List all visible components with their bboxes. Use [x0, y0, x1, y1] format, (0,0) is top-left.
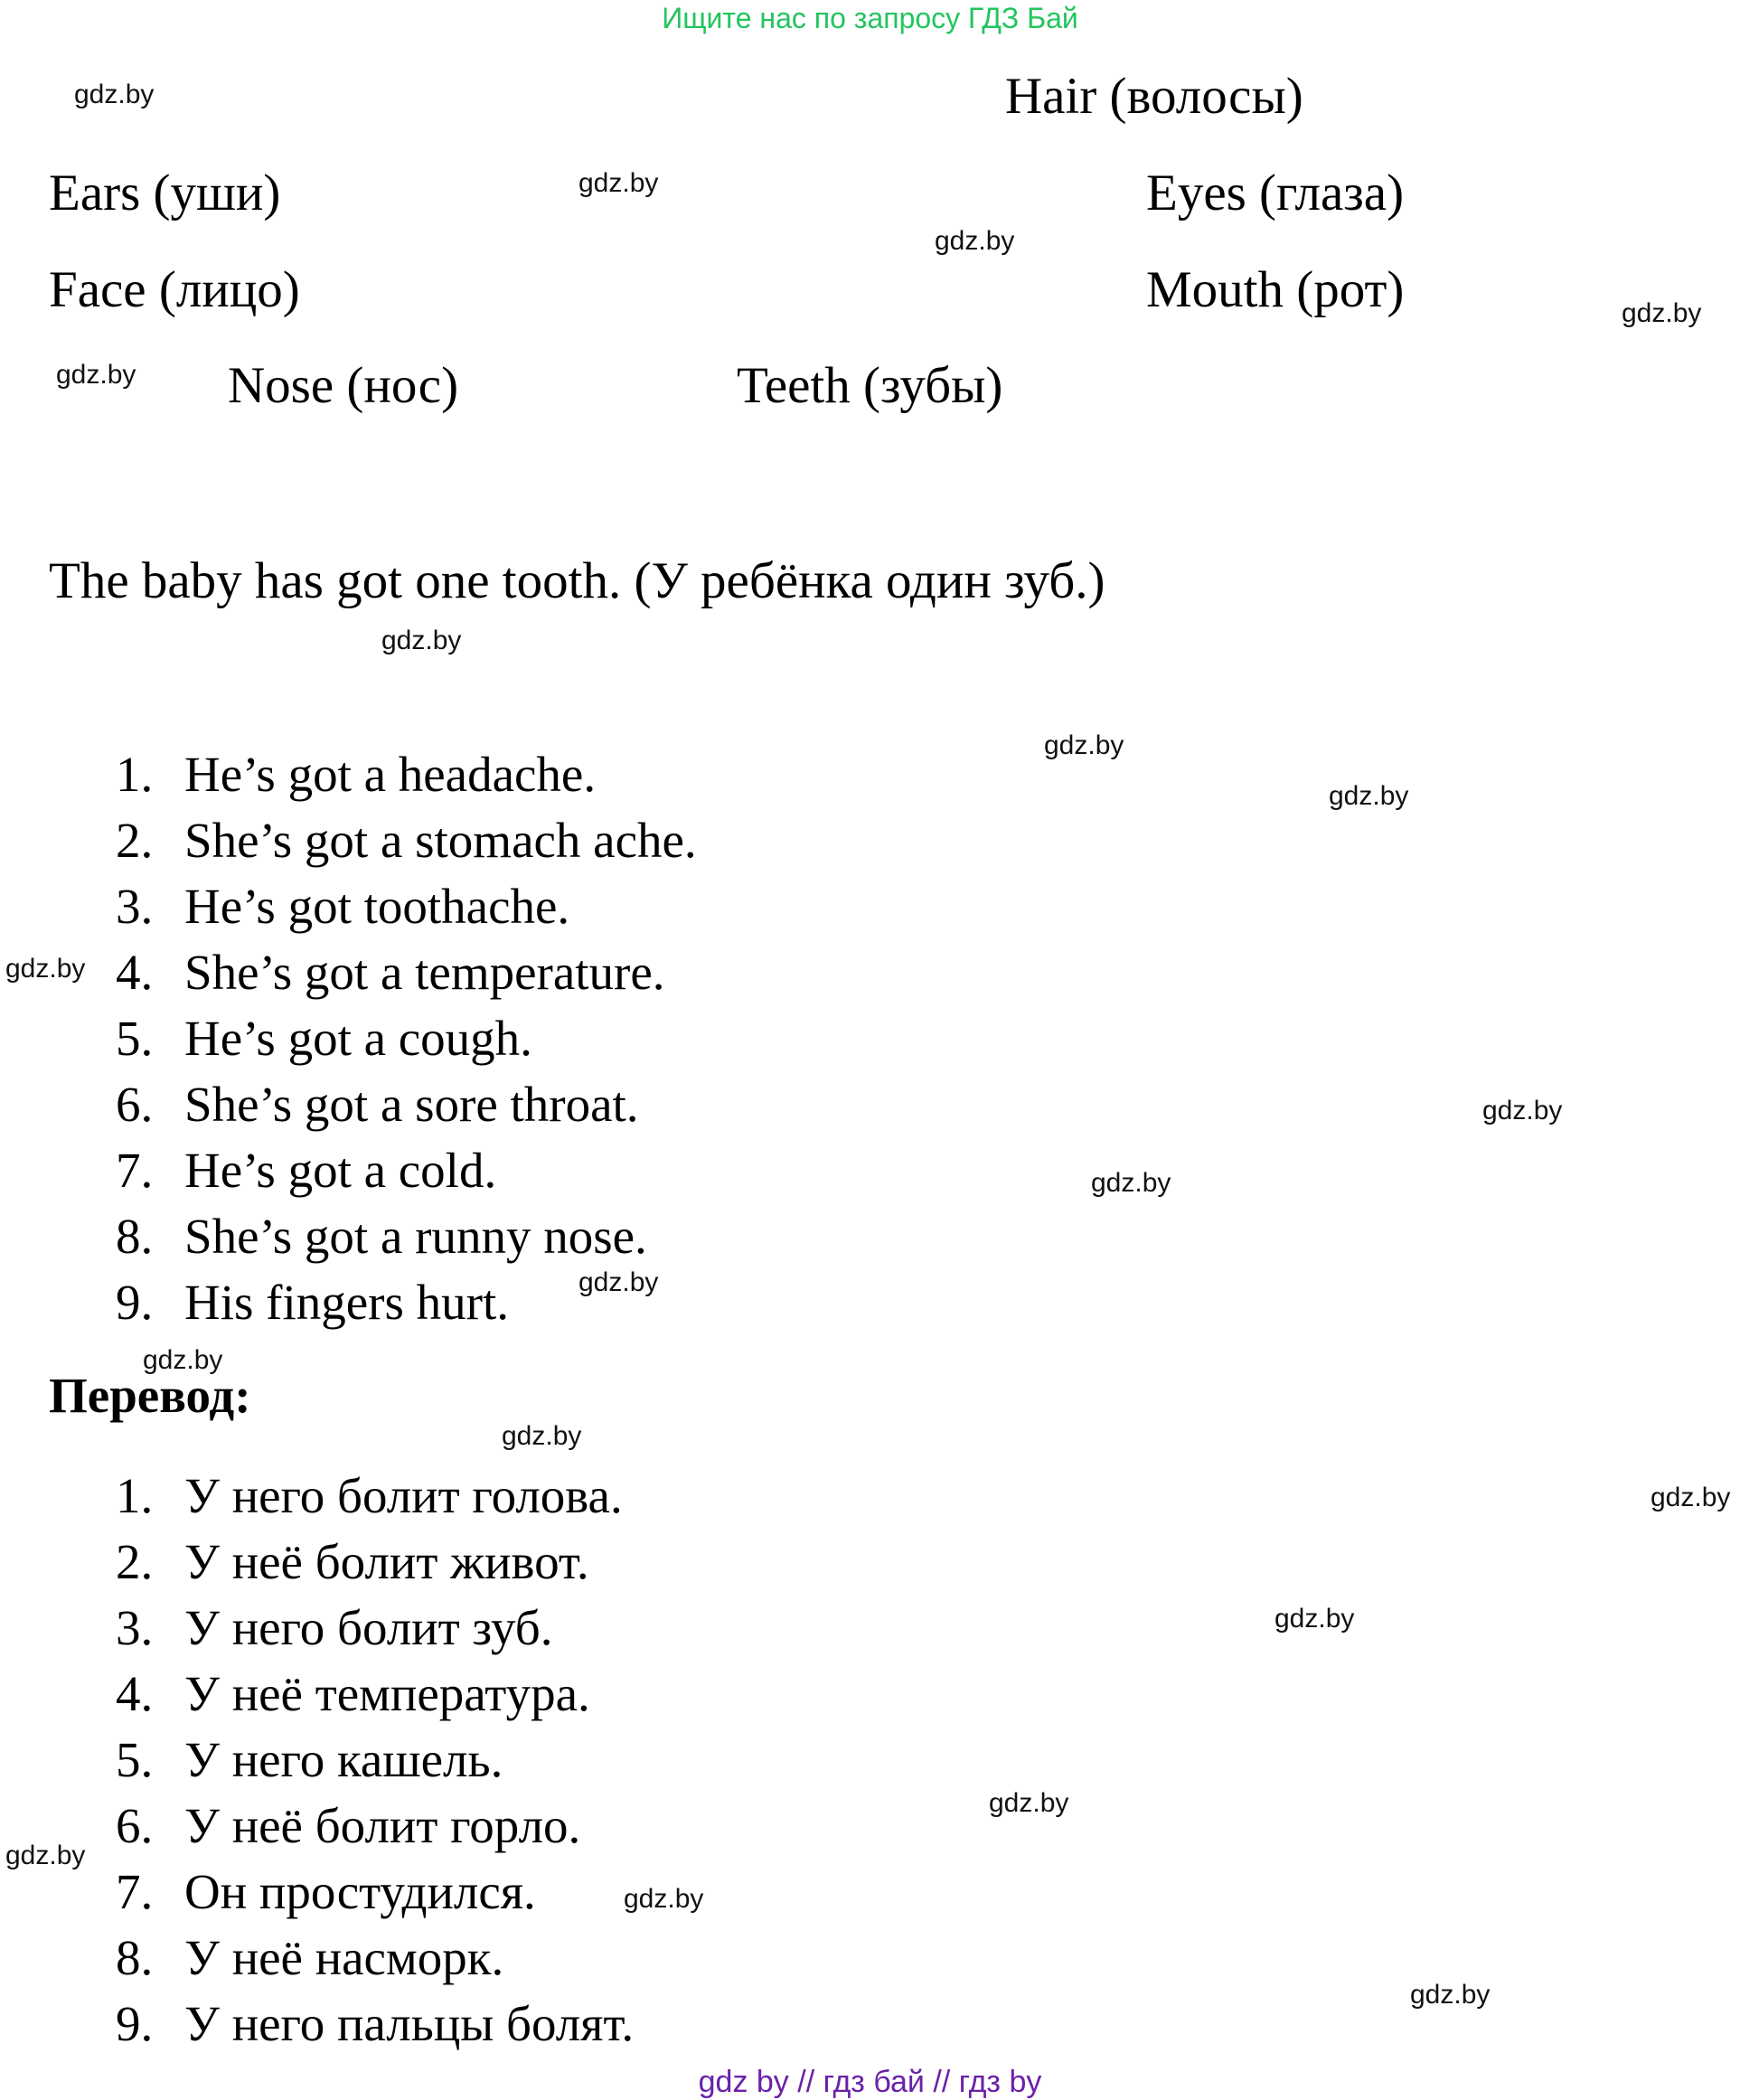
- item-text: У неё болит живот.: [184, 1534, 589, 1589]
- watermark: gdz.by: [1410, 1980, 1491, 2010]
- word-eyes: Eyes (глаза): [1146, 165, 1405, 221]
- watermark: gdz.by: [74, 80, 155, 109]
- item-number: 7.: [116, 1143, 154, 1198]
- watermark: gdz.by: [624, 1884, 704, 1914]
- watermark: gdz.by: [1044, 730, 1124, 760]
- item-text: She’s got a runny nose.: [184, 1209, 647, 1264]
- watermark: gdz.by: [989, 1788, 1069, 1818]
- watermark: gdz.by: [502, 1421, 582, 1451]
- item-number: 8.: [116, 1930, 154, 1985]
- item-text: У неё насморк.: [184, 1930, 504, 1985]
- item-text: He’s got a cough.: [184, 1011, 532, 1066]
- item-number: 9.: [116, 1996, 154, 2051]
- watermark: gdz.by: [1091, 1168, 1171, 1198]
- item-number: 7.: [116, 1864, 154, 1919]
- word-hair: Hair (волосы): [1005, 68, 1303, 125]
- item-number: 5.: [116, 1732, 154, 1787]
- list-item: [116, 1727, 634, 1793]
- list-item: [116, 1925, 634, 1991]
- item-number: 5.: [116, 1011, 154, 1066]
- list-item: [116, 873, 697, 939]
- watermark: gdz.by: [5, 1841, 86, 1870]
- watermark: gdz.by: [1274, 1604, 1355, 1634]
- translation-list: [116, 1463, 634, 2057]
- watermark: gdz.by: [1622, 298, 1702, 328]
- word-teeth: Teeth (зубы): [737, 357, 1003, 414]
- item-text: У него болит голова.: [184, 1468, 623, 1523]
- item-text: He’s got a headache.: [184, 747, 597, 802]
- item-text: У него пальцы болят.: [184, 1996, 635, 2051]
- item-number: 6.: [116, 1798, 154, 1853]
- list-item: [116, 1529, 634, 1595]
- item-text: Он простудился.: [184, 1864, 536, 1919]
- english-answer-list: [116, 741, 697, 1335]
- item-number: 2.: [116, 1534, 154, 1589]
- list-item: [116, 1793, 634, 1859]
- top-banner[interactable]: Ищите нас по запросу ГДЗ Бай: [662, 2, 1078, 34]
- item-number: 3.: [116, 879, 154, 934]
- watermark: gdz.by: [578, 1267, 659, 1297]
- list-item: [116, 1859, 634, 1925]
- watermark: gdz.by: [578, 168, 659, 198]
- list-item: [116, 1005, 697, 1071]
- item-number: 1.: [116, 1468, 154, 1523]
- list-item: [116, 1137, 697, 1203]
- watermark: gdz.by: [1329, 781, 1409, 811]
- item-text: His fingers hurt.: [184, 1275, 509, 1330]
- word-face: Face (лицо): [49, 261, 300, 318]
- list-item: [116, 1661, 634, 1727]
- watermark: gdz.by: [381, 626, 462, 655]
- item-number: 3.: [116, 1600, 154, 1655]
- list-item: [116, 741, 697, 807]
- item-number: 6.: [116, 1077, 154, 1132]
- item-text: He’s got toothache.: [184, 879, 570, 934]
- item-number: 1.: [116, 747, 154, 802]
- example-sentence: The baby has got one tooth. (У ребёнка один зуб.): [49, 552, 1105, 609]
- item-number: 8.: [116, 1209, 154, 1264]
- item-text: She’s got a stomach ache.: [184, 813, 697, 868]
- item-text: She’s got a sore throat.: [184, 1077, 639, 1132]
- list-item: [116, 1595, 634, 1661]
- watermark: gdz.by: [56, 360, 136, 390]
- item-text: У неё болит горло.: [184, 1798, 581, 1853]
- item-number: 4.: [116, 1666, 154, 1721]
- item-text: У неё температура.: [184, 1666, 590, 1721]
- watermark: gdz.by: [5, 954, 86, 984]
- item-number: 9.: [116, 1275, 154, 1330]
- list-item: [116, 1203, 697, 1269]
- watermark: gdz.by: [1482, 1096, 1563, 1125]
- item-text: He’s got a cold.: [184, 1143, 497, 1198]
- item-text: У него болит зуб.: [184, 1600, 553, 1655]
- word-ears: Ears (уши): [49, 165, 281, 221]
- list-item: [116, 807, 697, 873]
- watermark: gdz.by: [935, 226, 1015, 256]
- list-item: [116, 1991, 634, 2057]
- translation-heading: Перевод:: [49, 1368, 251, 1423]
- item-number: 2.: [116, 813, 154, 868]
- word-mouth: Mouth (рот): [1146, 261, 1405, 318]
- list-item: [116, 939, 697, 1005]
- item-number: 4.: [116, 945, 154, 1000]
- item-text: She’s got a temperature.: [184, 945, 665, 1000]
- footer-links[interactable]: gdz by // гдз бай // гдз by: [698, 2065, 1042, 2099]
- word-nose: Nose (нос): [228, 357, 459, 414]
- list-item: [116, 1071, 697, 1137]
- watermark: gdz.by: [143, 1345, 223, 1375]
- item-text: У него кашель.: [184, 1732, 503, 1787]
- watermark: gdz.by: [1651, 1483, 1731, 1512]
- list-item: [116, 1463, 634, 1529]
